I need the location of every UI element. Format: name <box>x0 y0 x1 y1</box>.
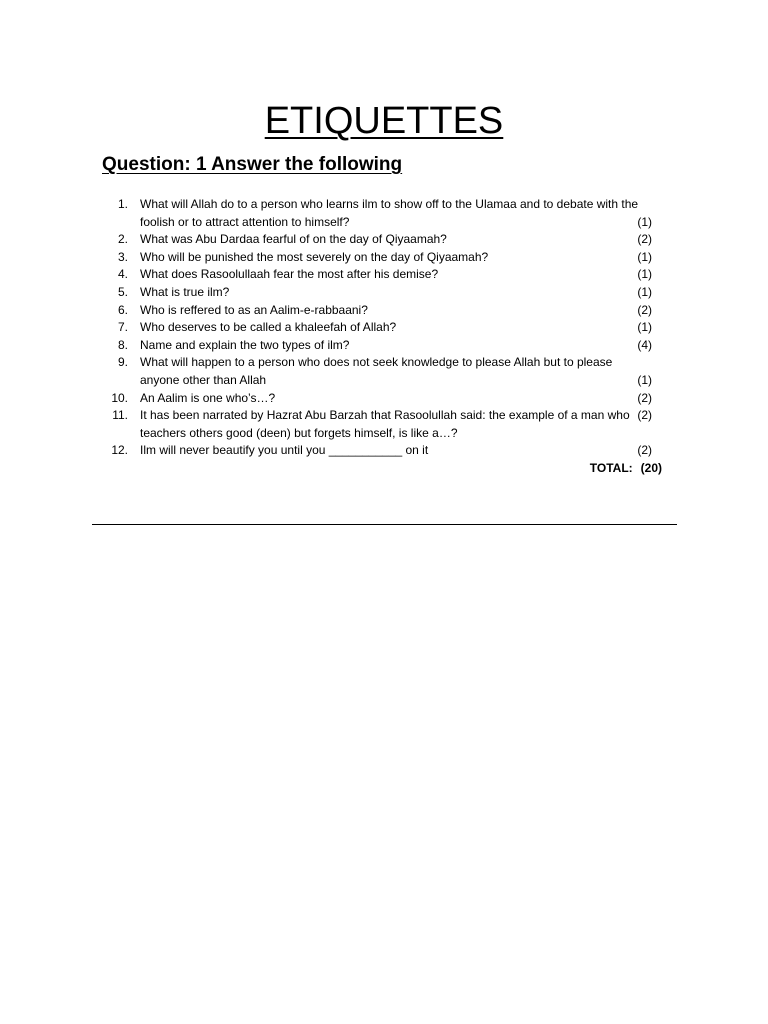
question-item-4 <box>100 266 680 284</box>
question-item-10 <box>100 390 680 408</box>
question-item-6 <box>100 302 680 320</box>
question-marks: (2) <box>637 232 652 247</box>
question-number: 11. <box>112 408 128 423</box>
question-number: 3. <box>117 249 128 264</box>
question-text: What will Allah do to a person who learns ilm to show off to the Ulamaa and to debate with the foolish or to attract attention to himself? <box>140 197 639 229</box>
question-text: It has been narrated by Hazrat Abu Barzah that Rasoolullah said: the example of a man who teachers others good (deen) but forgets himself, is like a…? <box>140 408 630 440</box>
question-text: Who will be punished the most severely on the day of Qiyaamah? <box>140 249 489 264</box>
question-number: 4. <box>117 267 128 282</box>
question-item-3 <box>100 249 680 267</box>
page-title: ETIQUETTES <box>264 100 504 142</box>
question-marks: (1) <box>637 320 652 335</box>
question-number: 12. <box>111 443 128 458</box>
question-marks: (2) <box>637 302 652 317</box>
question-marks: (4) <box>637 337 652 352</box>
question-item-12 <box>100 442 680 460</box>
question-text: What will happen to a person who does not seek knowledge to please Allah but to please anyone other than Allah <box>140 355 613 387</box>
question-item-8 <box>100 337 680 355</box>
question-marks: (1) <box>637 372 652 387</box>
question-text: Who deserves to be called a khaleefah of Allah? <box>140 320 397 335</box>
question-text: An Aalim is one who’s…? <box>140 390 276 405</box>
question-number: 8. <box>117 337 128 352</box>
question-list <box>100 196 680 460</box>
question-marks: (2) <box>637 443 652 458</box>
question-text: What is true ilm? <box>140 284 230 299</box>
question-text: Ilm will never beautify you until you ___________ on it <box>140 443 429 458</box>
question-item-7 <box>100 319 680 337</box>
question-number: 7. <box>117 320 128 335</box>
question-number: 2. <box>117 232 128 247</box>
divider-line <box>92 524 677 525</box>
question-item-1 <box>100 196 680 231</box>
total-value: (20) <box>640 461 662 475</box>
question-text: What does Rasoolullaah fear the most after his demise? <box>140 267 439 282</box>
question-marks: (1) <box>637 249 652 264</box>
question-marks: (2) <box>637 390 652 405</box>
question-number: 9. <box>117 355 128 370</box>
question-marks: (1) <box>637 214 652 229</box>
total-label: TOTAL: <box>589 461 633 475</box>
question-marks: (1) <box>637 267 652 282</box>
question-item-11 <box>100 407 680 442</box>
question-number: 10. <box>111 390 128 405</box>
question-text: Name and explain the two types of ilm? <box>140 337 350 352</box>
question-item-5 <box>100 284 680 302</box>
question-text: What was Abu Dardaa fearful of on the day of Qiyaamah? <box>140 232 447 247</box>
question-text: Who is reffered to as an Aalim-e-rabbaani? <box>140 302 368 317</box>
total-row <box>560 460 662 477</box>
question-item-9 <box>100 354 680 389</box>
question-number: 5. <box>117 284 128 299</box>
question-marks: (2) <box>637 408 652 423</box>
question-number: 1. <box>117 197 128 211</box>
question-number: 6. <box>117 302 128 317</box>
section-heading: Question: 1 Answer the following <box>102 154 403 175</box>
question-item-2 <box>100 231 680 249</box>
question-marks: (1) <box>637 284 652 299</box>
